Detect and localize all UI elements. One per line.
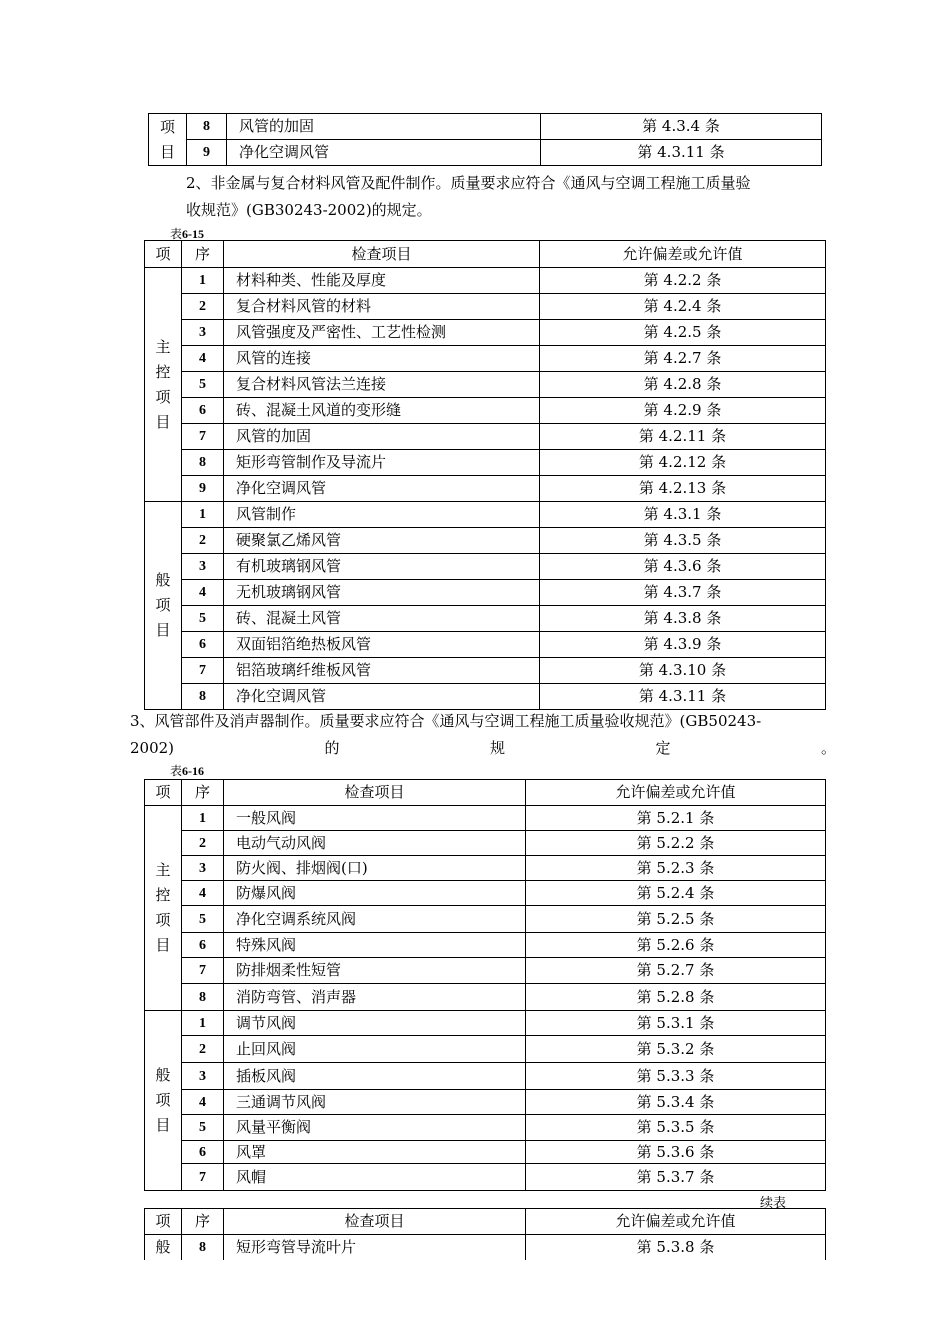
group-general: 般: [145, 1235, 182, 1261]
value-cell: 第 4.2.9 条: [540, 398, 826, 424]
item-cell: 砖、混凝土风管: [224, 606, 540, 632]
item-cell: 净化空调风管: [224, 684, 540, 710]
value-cell: 第 5.2.3 条: [526, 856, 826, 881]
item-cell: 无机玻璃钢风管: [224, 580, 540, 606]
value-cell: 第 4.3.7 条: [540, 580, 826, 606]
seq-cell: 6: [182, 398, 224, 424]
item-cell: 风管制作: [224, 502, 540, 528]
group-general: 般 项 目: [145, 1011, 182, 1191]
seq-cell: 4: [182, 346, 224, 372]
seq-cell: 8: [182, 1235, 224, 1261]
header-value: 允许偏差或允许值: [540, 241, 826, 268]
seq-cell: 2: [182, 1036, 224, 1063]
seq-cell: 8: [182, 450, 224, 476]
seq-cell: 4: [182, 881, 224, 906]
seq-cell: 9: [182, 476, 224, 502]
seq-cell: 8: [182, 984, 224, 1011]
seq-cell: 7: [182, 958, 224, 984]
value-cell: 第 5.3.5 条: [526, 1115, 826, 1141]
seq-cell: 1: [182, 268, 224, 294]
group-main-control: 主 控 项 目: [145, 268, 182, 502]
item-cell: 风帽: [224, 1164, 526, 1191]
paragraph-3-line1: 3、风管部件及消声器制作。质量要求应符合《通风与空调工程施工质量验收规范》(GB50243-: [130, 712, 762, 730]
seq-cell: 4: [182, 580, 224, 606]
item-cell: 风量平衡阀: [224, 1115, 526, 1141]
value-cell: 第 5.2.6 条: [526, 933, 826, 958]
group-label: 项 目: [149, 114, 187, 166]
value-cell: 第 5.3.6 条: [526, 1141, 826, 1164]
table-6-16: [144, 779, 826, 1191]
seq-cell: 8: [187, 114, 227, 140]
value-cell: 第 5.2.5 条: [526, 906, 826, 933]
item-cell: 插板风阀: [224, 1063, 526, 1090]
header-seq: 序: [182, 1209, 224, 1235]
item-cell: 双面铝箔绝热板风管: [224, 632, 540, 658]
header-seq: 序: [182, 780, 224, 806]
item-cell: 防排烟柔性短管: [224, 958, 526, 984]
item-cell: 防爆风阀: [224, 881, 526, 906]
value-cell: 第 4.3.1 条: [540, 502, 826, 528]
seq-cell: 6: [182, 1141, 224, 1164]
value-cell: 第 5.3.4 条: [526, 1090, 826, 1115]
value-cell: 第 4.2.4 条: [540, 294, 826, 320]
item-cell: 砖、混凝土风道的变形缝: [224, 398, 540, 424]
value-cell: 第 5.3.3 条: [526, 1063, 826, 1090]
paragraph-2-line1: 2、非金属与复合材料风管及配件制作。质量要求应符合《通风与空调工程施工质量验: [186, 174, 751, 192]
header-value: 允许偏差或允许值: [526, 780, 826, 806]
value-cell: 第 4.3.9 条: [540, 632, 826, 658]
item-cell: 净化空调系统风阀: [224, 906, 526, 933]
item-cell: 复合材料风管的材料: [224, 294, 540, 320]
header-group: 项: [145, 241, 182, 268]
value-cell: 第 4.2.13 条: [540, 476, 826, 502]
seq-cell: 5: [182, 1115, 224, 1141]
seq-cell: 2: [182, 528, 224, 554]
value-cell: 第 4.2.11 条: [540, 424, 826, 450]
seq-cell: 1: [182, 502, 224, 528]
value-cell: 第 5.2.2 条: [526, 831, 826, 856]
group-general: 般 项 目: [145, 502, 182, 710]
item-cell: 风管强度及严密性、工艺性检测: [224, 320, 540, 346]
seq-cell: 7: [182, 658, 224, 684]
item-cell: 电动气动风阀: [224, 831, 526, 856]
seq-cell: 1: [182, 806, 224, 831]
item-cell: 有机玻璃钢风管: [224, 554, 540, 580]
item-cell: 矩形弯管制作及导流片: [224, 450, 540, 476]
continued-table: [144, 1208, 826, 1260]
item-cell: 复合材料风管法兰连接: [224, 372, 540, 398]
item-cell: 止回风阀: [224, 1036, 526, 1063]
value-cell: 第 4.3.8 条: [540, 606, 826, 632]
item-cell: 防火阀、排烟阀(口): [224, 856, 526, 881]
paragraph-2-line2: 收规范》(GB30243-2002)的规定。: [186, 201, 432, 219]
item-cell: 消防弯管、消声器: [224, 984, 526, 1011]
item-cell: 风罩: [224, 1141, 526, 1164]
value-cell: 第 4.2.5 条: [540, 320, 826, 346]
value-cell: 第 4.2.2 条: [540, 268, 826, 294]
header-item: 检查项目: [224, 1209, 526, 1235]
value-cell: 第 5.2.4 条: [526, 881, 826, 906]
header-item: 检查项目: [224, 241, 540, 268]
continued-label: 续表: [760, 1196, 787, 1211]
item-cell: 特殊风阀: [224, 933, 526, 958]
item-cell: 调节风阀: [224, 1011, 526, 1036]
value-cell: 第 4.2.8 条: [540, 372, 826, 398]
paragraph-3: [130, 708, 836, 762]
item-cell: 材料种类、性能及厚度: [224, 268, 540, 294]
seq-cell: 2: [182, 294, 224, 320]
seq-cell: 6: [182, 632, 224, 658]
header-group: 项: [145, 1209, 182, 1235]
item-cell: 风管的加固: [224, 424, 540, 450]
item-cell: 净化空调风管: [224, 476, 540, 502]
seq-cell: 8: [182, 684, 224, 710]
item-cell: 短形弯管导流叶片: [224, 1235, 526, 1261]
header-seq: 序: [182, 241, 224, 268]
value-cell: 第 5.2.8 条: [526, 984, 826, 1011]
header-value: 允许偏差或允许值: [526, 1209, 826, 1235]
value-cell: 第 5.3.8 条: [526, 1235, 826, 1261]
group-main-control: 主 控 项 目: [145, 806, 182, 1011]
value-cell: 第 4.3.10 条: [540, 658, 826, 684]
seq-cell: 7: [182, 424, 224, 450]
value-cell: 第 5.3.7 条: [526, 1164, 826, 1191]
table-caption: 表6-16: [170, 764, 205, 778]
item-cell: 风管的加固: [227, 114, 541, 140]
seq-cell: 6: [182, 933, 224, 958]
seq-cell: 3: [182, 1063, 224, 1090]
seq-cell: 3: [182, 856, 224, 881]
header-item: 检查项目: [224, 780, 526, 806]
value-cell: 第 5.2.7 条: [526, 958, 826, 984]
value-cell: 第 4.3.11 条: [541, 140, 822, 166]
item-cell: 硬聚氯乙烯风管: [224, 528, 540, 554]
top-fragment-table: [148, 113, 822, 166]
value-cell: 第 4.2.12 条: [540, 450, 826, 476]
paragraph-2: [186, 170, 826, 224]
table-caption: 表6-15: [170, 227, 205, 241]
seq-cell: 9: [187, 140, 227, 166]
header-group: 项: [145, 780, 182, 806]
value-cell: 第 4.3.5 条: [540, 528, 826, 554]
item-cell: 风管的连接: [224, 346, 540, 372]
seq-cell: 3: [182, 320, 224, 346]
seq-cell: 3: [182, 554, 224, 580]
value-cell: 第 5.3.1 条: [526, 1011, 826, 1036]
value-cell: 第 4.3.6 条: [540, 554, 826, 580]
seq-cell: 7: [182, 1164, 224, 1191]
value-cell: 第 5.2.1 条: [526, 806, 826, 831]
value-cell: 第 4.2.7 条: [540, 346, 826, 372]
item-cell: 铝箔玻璃纤维板风管: [224, 658, 540, 684]
seq-cell: 5: [182, 906, 224, 933]
seq-cell: 2: [182, 831, 224, 856]
value-cell: 第 4.3.11 条: [540, 684, 826, 710]
paragraph-3-line2: 2002) 的 规 定 。: [130, 739, 836, 757]
item-cell: 净化空调风管: [227, 140, 541, 166]
value-cell: 第 5.3.2 条: [526, 1036, 826, 1063]
item-cell: 一般风阀: [224, 806, 526, 831]
seq-cell: 1: [182, 1011, 224, 1036]
seq-cell: 4: [182, 1090, 224, 1115]
seq-cell: 5: [182, 372, 224, 398]
seq-cell: 5: [182, 606, 224, 632]
value-cell: 第 4.3.4 条: [541, 114, 822, 140]
item-cell: 三通调节风阀: [224, 1090, 526, 1115]
table-6-15: [144, 240, 826, 710]
